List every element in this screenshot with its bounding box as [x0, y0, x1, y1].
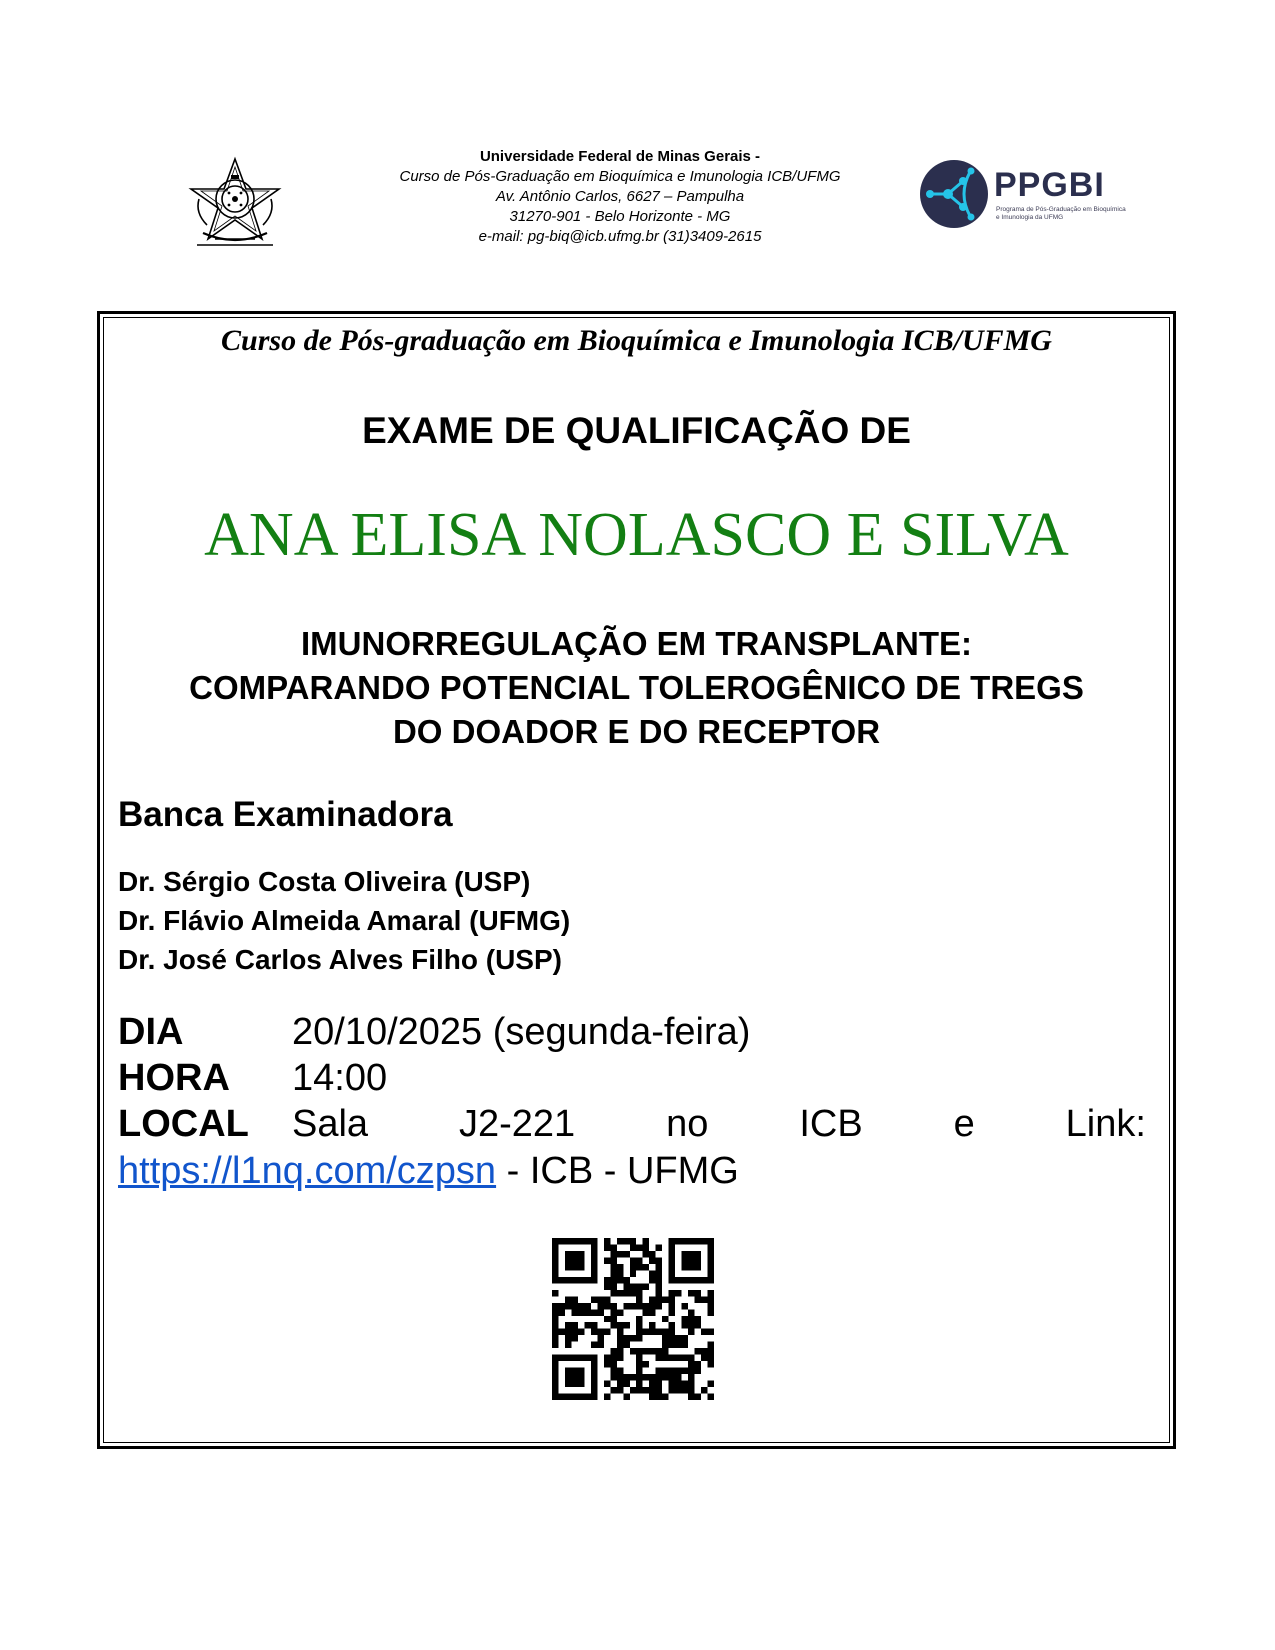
contact-line: e-mail: pg-biq@icb.ufmg.br (31)3409-2615 — [478, 228, 762, 245]
link-line — [118, 1150, 739, 1193]
local-word: ICB — [799, 1103, 863, 1145]
local-label: LOCAL — [118, 1103, 249, 1145]
letterhead — [330, 147, 910, 247]
dia-label: DIA — [118, 1011, 184, 1053]
address-line: Av. Antônio Carlos, 6627 – Pampulha — [495, 188, 745, 205]
course-title: Curso de Pós-graduação em Bioquímica e Imunologia ICB/UFMG — [221, 324, 1052, 357]
banca-member: Dr. José Carlos Alves Filho (USP) — [118, 944, 562, 975]
dia-value: 20/10/2025 (segunda-feira) — [292, 1011, 751, 1053]
thesis-line: COMPARANDO POTENCIAL TOLEROGÊNICO DE TREGS — [189, 669, 1084, 706]
ppgbi-logo-text: PPGBI — [994, 166, 1105, 204]
local-value — [292, 1103, 1146, 1146]
ppgbi-logo — [918, 158, 1128, 230]
banca-member: Dr. Sérgio Costa Oliveira (USP) — [118, 866, 531, 897]
ppgbi-logo-icon — [918, 158, 994, 230]
city-line: 31270-901 - Belo Horizonte - MG — [509, 208, 731, 225]
student-name: ANA ELISA NOLASCO E SILVA — [204, 501, 1069, 569]
brazil-coat-of-arms-icon — [185, 155, 285, 251]
banca-heading: Banca Examinadora — [118, 795, 453, 834]
banca-member: Dr. Flávio Almeida Amaral (UFMG) — [118, 905, 571, 936]
thesis-line: IMUNORREGULAÇÃO EM TRANSPLANTE: — [301, 625, 972, 662]
meeting-link[interactable]: https://l1nq.com/czpsn — [118, 1150, 497, 1192]
hora-value: 14:00 — [292, 1057, 388, 1099]
ppgbi-logo-subtitle: Programa de Pós-Graduação em Bioquímica e Imunologia da UFMG — [996, 206, 1126, 221]
qr-code-icon[interactable] — [552, 1238, 714, 1400]
local-word: Sala — [292, 1103, 369, 1145]
local-word: J2-221 — [458, 1103, 576, 1145]
hora-label: HORA — [118, 1057, 230, 1099]
university-name: Universidade Federal de Minas Gerais - — [479, 148, 761, 165]
exam-title: EXAME DE QUALIFICAÇÃO DE — [362, 410, 911, 451]
link-suffix: - ICB - UFMG — [496, 1150, 739, 1192]
local-word: e — [953, 1103, 975, 1145]
local-word: no — [666, 1103, 709, 1145]
thesis-line: DO DOADOR E DO RECEPTOR — [392, 713, 881, 750]
program-name: Curso de Pós-Graduação em Bioquímica e Imunologia ICB/UFMG — [399, 168, 841, 185]
banca-members-list — [118, 862, 570, 979]
thesis-title — [103, 622, 1170, 754]
local-word: Link: — [1065, 1103, 1146, 1145]
